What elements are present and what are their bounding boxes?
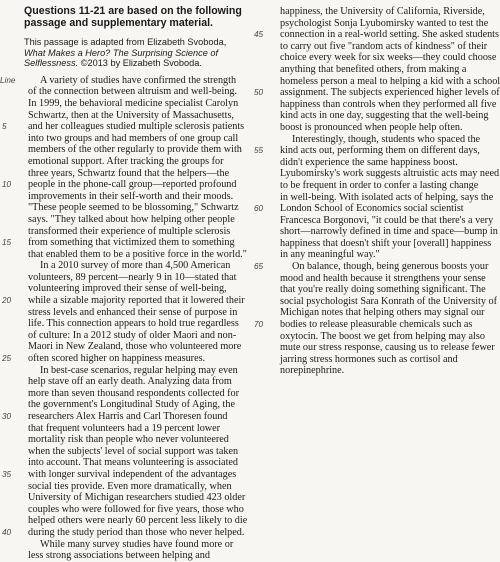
passage-line (252, 284, 500, 296)
line-number: 40 (2, 527, 12, 537)
passage-line (252, 319, 500, 331)
passage-line (252, 110, 500, 122)
line-text: couples who were followed for five years, those who (28, 503, 244, 515)
line-text: into account. That means volunteering is associated (28, 457, 239, 469)
passage-line (0, 550, 248, 562)
line-text: to carry out five "random acts of kindness" of their (280, 40, 488, 52)
line-text: into two groups and had members of one group call (28, 132, 239, 144)
intro-copyright: ©2013 by Elizabeth Svoboda. (80, 58, 202, 69)
line-text: people in the phone-call group—reported profound (28, 179, 237, 191)
line-text: that frequent volunteers had a 19 percent lower (28, 422, 221, 434)
line-text: jarring stress hormones such as cortisol and (280, 353, 458, 365)
passage-line (0, 481, 248, 493)
passage-line (0, 434, 248, 446)
line-text: psychologist Sonja Lyubomirsky wanted to test the (280, 17, 489, 29)
passage-line (0, 492, 248, 504)
line-text: with longer survival independent of the advantages (28, 468, 237, 480)
passage-line (0, 191, 248, 203)
line-text: mute our stress response, causing us to release fewer (280, 342, 495, 354)
line-text: help stave off an early death. Analyzing data from (28, 376, 232, 388)
passage-line (252, 273, 500, 285)
line-text: and her colleagues studied multiple sclerosis patients (28, 121, 245, 133)
line-text: University of Michigan researchers studied 423 older (28, 492, 246, 504)
line-number: 65 (254, 262, 264, 272)
passage-line (252, 6, 500, 18)
left-passage-lines (0, 75, 248, 562)
line-text: Michigan notes that helping others may signal our (280, 307, 485, 319)
passage-line (0, 411, 248, 423)
line-text: kind acts in one day, suggesting that the well-being (280, 110, 489, 122)
line-text: On balance, though, being generous boosts your (292, 261, 489, 273)
passage-line (0, 272, 248, 284)
line-number: 15 (2, 238, 12, 248)
passage-line (0, 318, 248, 330)
passage-line (0, 110, 248, 122)
line-text: In 1999, the behavioral medicine specialist Carolyn (28, 97, 239, 109)
line-text: anything that benefited others, from making a (280, 63, 467, 75)
passage-line (0, 133, 248, 145)
passage-line (0, 295, 248, 307)
passage-line (0, 527, 248, 539)
line-number: 70 (254, 320, 264, 330)
line-number: 50 (254, 88, 264, 98)
question-header: Questions 11-21 are based on the following passage and supplementary material. (24, 5, 242, 29)
line-text: less strong associations between helping and (28, 550, 210, 562)
line-text: of the connection between altruism and well-being. (28, 86, 238, 98)
right-passage-lines (252, 6, 500, 377)
passage-line (0, 341, 248, 353)
line-number: 20 (2, 296, 12, 306)
line-text: in well-being. With isolated acts of helping, says the (280, 191, 494, 203)
passage-line (252, 157, 500, 169)
passage-line (252, 122, 500, 134)
line-text: oxytocin. The boost we get from helping may also (280, 330, 485, 342)
line-text: of culture: In a 2012 study of older Maori and non- (28, 329, 237, 341)
line-text: boost is pronounced when people help often. (280, 121, 463, 133)
line-text: Schwartz, then at the University of Massachusetts, (28, 109, 234, 121)
line-text: homeless person a meal to helping a kid with a school (280, 75, 500, 87)
passage-line (252, 342, 500, 354)
line-text: in any meaningful way." (280, 249, 380, 261)
line-text: happiness, the University of California, Riverside, (280, 6, 485, 17)
line-text: assignment. The subjects experienced higher levels of (280, 87, 500, 99)
right-column (252, 6, 500, 377)
passage-line (252, 365, 500, 377)
line-text: Interestingly, though, students who spaced the (292, 133, 481, 145)
passage-line (252, 226, 500, 238)
line-text: In best-case scenarios, regular helping may even (40, 364, 238, 376)
line-text: that enabled them to be a positive force in the world." (28, 248, 247, 260)
passage-intro (24, 37, 248, 69)
passage-line (0, 376, 248, 388)
line-text: volunteering improved their sense of well-being, (28, 283, 227, 295)
passage-line (252, 76, 500, 88)
passage-line (0, 307, 248, 319)
line-text: London School of Economics social scientist (280, 203, 464, 215)
line-text: mortality risk than people who never volunteered (28, 434, 229, 446)
line-text: members of the other regularly to provide them with (28, 144, 242, 156)
line-text: social ties provide. Even more dramatically, when (28, 480, 232, 492)
line-text: life. This connection appears to hold true regardless (28, 318, 239, 330)
passage-line (0, 260, 248, 272)
passage-line (0, 365, 248, 377)
line-text: when the subjects' level of social support was taken (28, 445, 239, 457)
passage-line (252, 249, 500, 261)
line-number: 5 (2, 122, 7, 132)
passage-line (0, 515, 248, 527)
passage-line (252, 29, 500, 41)
line-text: to be frequent in order to confer a lasting change (280, 179, 479, 191)
passage-line (0, 457, 248, 469)
line-text: stress levels and enhanced their sense of purpose in (28, 306, 238, 318)
line-number: 30 (2, 412, 12, 421)
passage-line (0, 86, 248, 98)
left-column (0, 6, 248, 562)
line-text: didn't experience the same happiness boost. (280, 156, 458, 168)
line-text: happiness than controls when they performed all five (280, 98, 497, 110)
line-text: says. "They talked about how helping other people (28, 213, 235, 225)
intro-book-title: What Makes a Hero? The Surprising Science of Selflessness. (24, 47, 219, 69)
line-text: transformed their experience of multiple sclerosis (28, 225, 231, 237)
passage-line (252, 203, 500, 215)
passage-line (252, 52, 500, 64)
passage-line (252, 331, 500, 343)
passage-line (0, 168, 248, 180)
line-text: volunteers, 89 percent—nearly 9 in 10—stated that (28, 271, 237, 283)
line-label: Line (0, 75, 16, 85)
passage-line (0, 353, 248, 365)
line-text: emotional support. After tracking the groups for (28, 155, 224, 167)
line-text: social psychologist Sara Konrath of the University of (280, 295, 498, 307)
passage-line (0, 179, 248, 191)
passage-line (0, 330, 248, 342)
line-text: A variety of studies have confirmed the strength (40, 74, 237, 86)
passage-line (252, 180, 500, 192)
line-text: improvements in their self-worth and their moods. (28, 190, 234, 202)
passage-line (0, 539, 248, 551)
passage-line (0, 446, 248, 458)
passage-line (252, 18, 500, 30)
passage-line (0, 156, 248, 168)
passage-line (0, 75, 248, 87)
passage-line (0, 226, 248, 238)
line-text: "These people seemed to be blossoming," Schwartz (28, 202, 239, 214)
line-text: from something that victimized them to something (28, 237, 235, 249)
line-text: more than seven thousand respondents collected for (28, 387, 240, 399)
passage-line (0, 214, 248, 226)
passage-line (252, 192, 500, 204)
intro-prefix: This passage is adapted from Elizabeth Svoboda, (24, 37, 227, 47)
passage-line (0, 283, 248, 295)
passage-line (0, 98, 248, 110)
line-number: 35 (2, 469, 12, 479)
passage-line (0, 249, 248, 261)
line-text: In a 2010 survey of more than 4,500 American (40, 260, 231, 272)
line-text: choice every week for six weeks—they could choose (280, 52, 497, 64)
passage-line (252, 134, 500, 146)
passage-line (252, 238, 500, 250)
line-text: bodies to release pleasurable chemicals such as (280, 319, 473, 331)
line-text: the government's Longitudinal Study of Aging, the (28, 399, 235, 411)
line-text: while a sizable majority reported that it lowered their (28, 295, 245, 307)
passage-line (252, 145, 500, 157)
passage-line (252, 99, 500, 111)
line-text: happiness that doesn't shift your [overall] happiness (280, 237, 492, 249)
line-text: short—narrowly defined in time and space—bump in (280, 226, 498, 238)
passage-line (0, 399, 248, 411)
passage-line (0, 504, 248, 516)
passage-line (252, 261, 500, 273)
line-number: 45 (254, 30, 264, 40)
line-text: connection in a real-world setting. She asked students (280, 29, 499, 41)
passage-line (0, 423, 248, 435)
passage-line (0, 121, 248, 133)
line-text: kind acts out, performing them on different days, (280, 145, 480, 157)
line-text: While many survey studies have found more or (40, 538, 234, 550)
passage-line (0, 469, 248, 481)
passage-line (252, 215, 500, 227)
line-text: Francesca Borgonovi, "it could be that there's a very (280, 214, 494, 226)
passage-line (252, 354, 500, 366)
line-text: researchers Alex Harris and Carl Thoresen found (28, 411, 228, 422)
line-text: often scored higher on happiness measures. (28, 353, 206, 365)
line-text: that you're really doing something significant. The (280, 284, 486, 296)
passage-line (0, 144, 248, 156)
line-text: Lyubomirsky's work suggests altruistic acts may need (280, 168, 500, 180)
passage-line (252, 41, 500, 53)
line-text: helped others were nearly 60 percent less likely to die (28, 515, 248, 527)
passage-line (0, 237, 248, 249)
line-number: 25 (2, 354, 12, 364)
line-text: Maori in New Zealand, those who volunteered more (28, 341, 242, 353)
passage-line (252, 87, 500, 99)
line-text: during the study period than those who never helped. (28, 526, 245, 538)
line-text: mood and health because it strengthens your sense (280, 272, 486, 284)
line-text: three years, Schwartz found that the helpers—the (28, 167, 230, 179)
passage-line (252, 168, 500, 180)
passage-line (252, 64, 500, 76)
passage-line (252, 307, 500, 319)
passage-line (252, 296, 500, 308)
line-text: norepinephrine. (280, 365, 345, 377)
passage-line (0, 202, 248, 214)
line-number: 55 (254, 146, 264, 156)
passage-line (0, 388, 248, 400)
line-number: 10 (2, 180, 12, 190)
line-number: 60 (254, 204, 264, 214)
